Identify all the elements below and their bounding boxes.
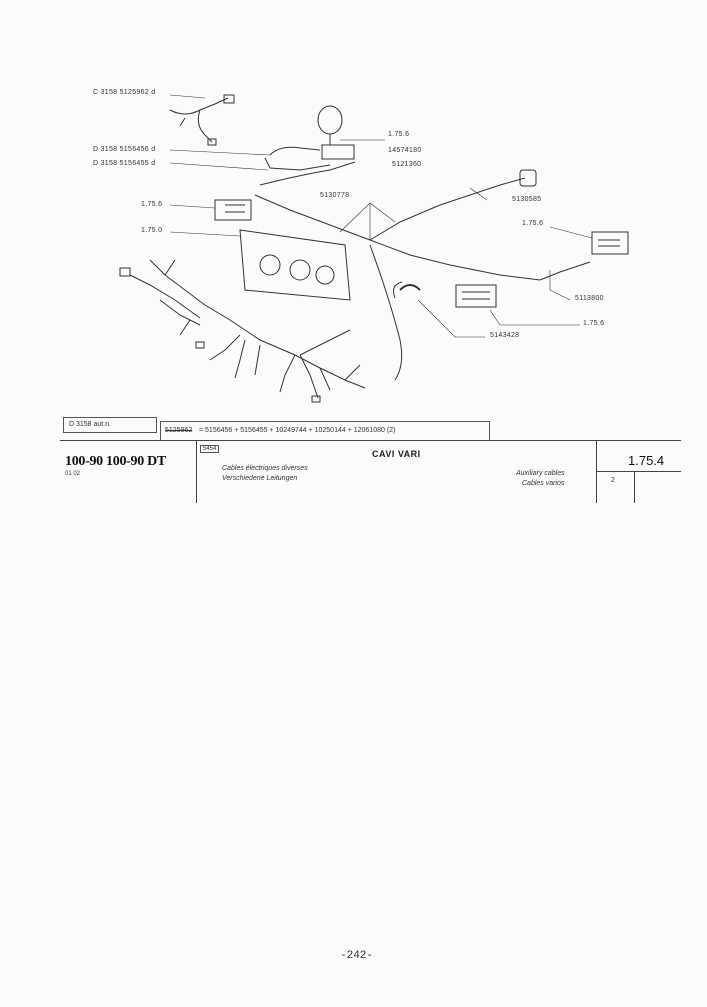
callout-5156456: D 3158 5156456 d [93, 146, 156, 153]
wiring-harness-drawing [0, 0, 707, 430]
edition-date: 01 02 [65, 471, 81, 477]
callout-1-75-6-top: 1.75.6 [388, 131, 410, 138]
callout-14574180: 14574180 [388, 147, 422, 154]
sheet-number: 2 [611, 477, 615, 484]
callout-1-75-6-left: 1.75.6 [141, 201, 163, 208]
page-number: -242- [340, 950, 374, 962]
code-stamp: 5454 [200, 445, 219, 453]
ref-left-text: D 3158 aut.n. [69, 421, 112, 428]
callout-5156455: D 3158 5156455 d [93, 160, 156, 167]
title-fr: Cables électriques diverses [222, 465, 308, 472]
title-de: Verschiedene Leitungen [222, 475, 298, 482]
callout-5113800: 5113800 [575, 295, 604, 302]
ref-row-right [160, 421, 490, 441]
callout-5125962: C 3158 5125962 d [93, 89, 156, 96]
ref-struck-code: 5125962 [165, 427, 193, 434]
title-en: Auxiliary cables [516, 470, 565, 477]
section-number: 1.75.4 [628, 453, 665, 468]
page-title: CAVI VARI [372, 449, 421, 459]
callout-1-75-6-right: 1.75.6 [522, 220, 544, 227]
model-names: 100-90 100-90 DT [65, 454, 166, 469]
callout-5121360: 5121360 [392, 161, 422, 168]
callout-5130778: 5130778 [320, 192, 350, 199]
ref-composition: = 5156456 + 5156455 + 10249744 + 10250144 + 12061080 (2) [199, 427, 396, 434]
ref-row-left [63, 417, 157, 433]
title-es: Cables varios [522, 480, 565, 487]
title-block [60, 440, 681, 503]
callout-1-75-6-lower: 1.75.6 [583, 320, 605, 327]
callout-5143428: 5143428 [490, 332, 520, 339]
callout-5130585: 5130585 [512, 196, 542, 203]
callout-1-75-0: 1.75.0 [141, 227, 163, 234]
